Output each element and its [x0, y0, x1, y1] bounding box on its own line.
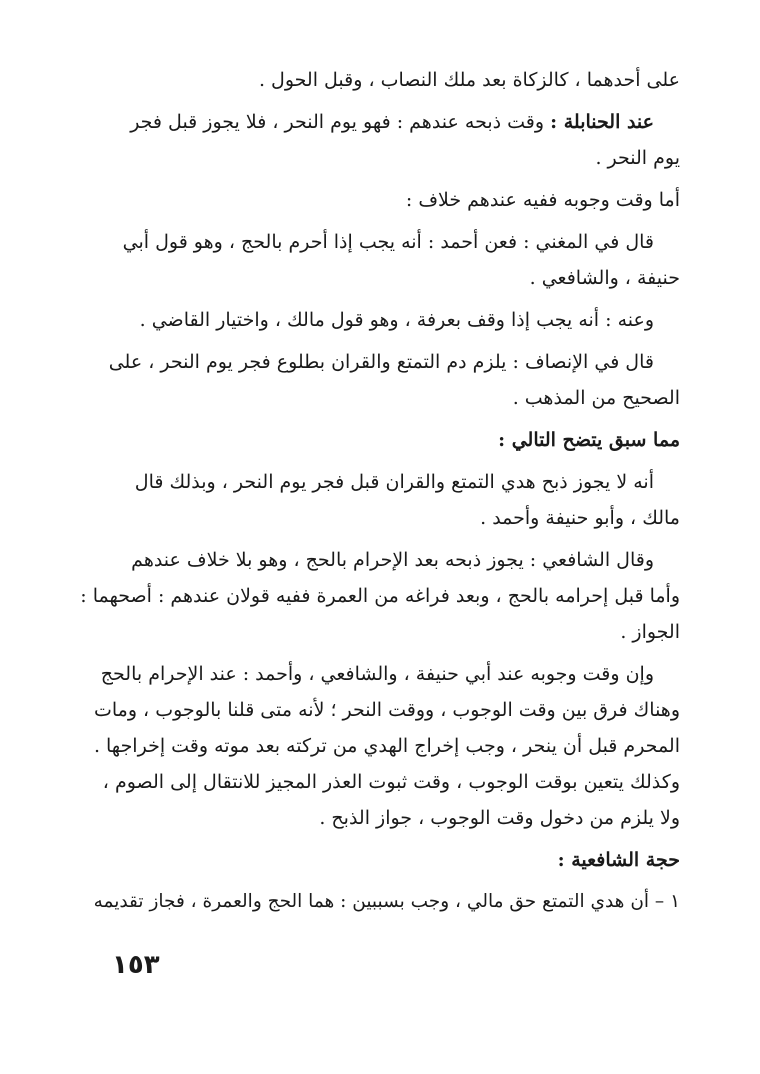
text-line: وهناك فرق بين وقت الوجوب ، ووقت النحر ؛ لأنه متى قلنا بالوجوب ، ومات	[93, 699, 680, 721]
paragraph-1	[80, 62, 680, 98]
section-heading: حجة الشافعية :	[557, 849, 680, 871]
section-heading: مما سبق يتضح التالي :	[498, 429, 680, 451]
text-line: مالك ، وأبو حنيفة وأحمد .	[480, 507, 680, 529]
lead-term: عند الحنابلة :	[550, 111, 654, 133]
paragraph-3	[80, 182, 680, 218]
text-line: قال في المغني : فعن أحمد : أنه يجب إذا أحرم بالحج ، وهو قول أبي	[122, 231, 654, 253]
text-line	[80, 104, 680, 140]
paragraph-10	[80, 656, 680, 836]
text-line: ولا يلزم من دخول وقت الوجوب ، جواز الذبح .	[319, 807, 680, 829]
paragraph-2	[80, 104, 680, 176]
paragraph-6	[80, 344, 680, 416]
text-line: وقال الشافعي : يجوز ذبحه بعد الإحرام بالحج ، وهو بلا خلاف عندهم	[131, 549, 654, 571]
paragraph-4	[80, 224, 680, 296]
paragraph-8	[80, 464, 680, 536]
text-line: الصحيح من المذهب .	[512, 387, 680, 409]
text-line: على أحدهما ، كالزكاة بعد ملك النصاب ، وقبل الحول .	[258, 69, 680, 91]
text-line: وكذلك يتعين بوقت الوجوب ، وقت ثبوت العذر المجيز للانتقال إلى الصوم ،	[102, 771, 680, 793]
text-line: قال في الإنصاف : يلزم دم التمتع والقران بطلوع فجر يوم النحر ، على	[108, 351, 654, 373]
page-number: ١٥٣	[112, 950, 160, 980]
paragraph-5	[80, 302, 680, 338]
text-line: وعنه : أنه يجب إذا وقف بعرفة ، وهو قول مالك ، واختيار القاضي .	[139, 309, 654, 331]
paragraph-9	[80, 542, 680, 650]
text-line: أنه لا يجوز ذبح هدي التمتع والقران قبل فجر يوم النحر ، وبذلك قال	[134, 471, 654, 493]
text-line: وإن وقت وجوبه عند أبي حنيفة ، والشافعي ، وأحمد : عند الإحرام بالحج	[100, 663, 654, 685]
text-line: الجواز .	[620, 621, 680, 643]
text-line: ١ – أن هدي التمتع حق مالي ، وجب بسببين : هما الحج والعمرة ، فجاز تقديمه	[93, 891, 680, 912]
paragraph-12	[80, 884, 680, 920]
text-line: يوم النحر .	[595, 147, 680, 169]
paragraph-7	[80, 422, 680, 458]
paragraph-11	[80, 842, 680, 878]
text-line: حنيفة ، والشافعي .	[529, 267, 680, 289]
text-line: أما وقت وجوبه ففيه عندهم خلاف :	[405, 189, 680, 211]
text-span: وقت ذبحه عندهم : فهو يوم النحر ، فلا يجوز قبل فجر	[130, 111, 551, 133]
text-line: المحرم قبل أن ينحر ، وجب إخراج الهدي من تركته بعد موته وقت إخراجها .	[93, 735, 680, 757]
text-line: وأما قبل إحرامه بالحج ، وبعد فراغه من العمرة ففيه قولان عندهم : أصحهما :	[80, 585, 680, 607]
page-body	[80, 62, 680, 926]
